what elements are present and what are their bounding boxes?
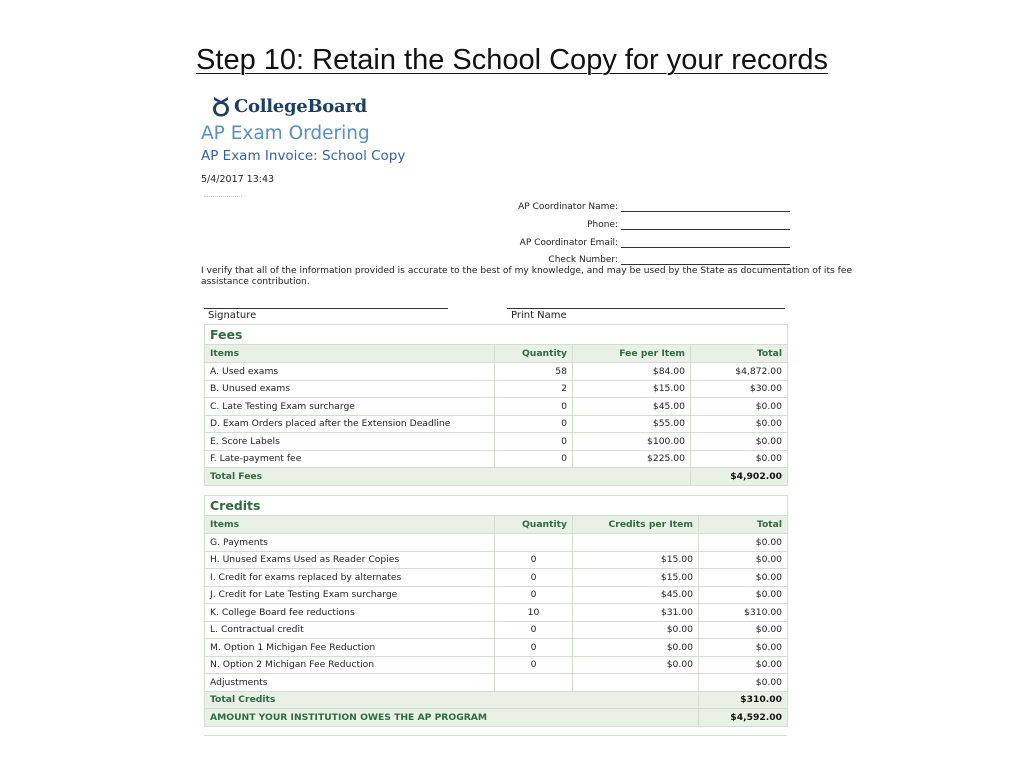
field-label: Check Number: [548,255,618,265]
quantity-cell: 2 [495,380,573,398]
item-cell: J. Credit for Late Testing Exam surcharge [205,586,495,604]
per-item-cell: $45.00 [573,398,691,416]
total-cell: $0.00 [699,621,788,639]
item-cell: B. Unused exams [205,380,495,398]
table-row [205,604,788,622]
table-row [205,551,788,569]
slide-title: Step 10: Retain the School Copy for your records [196,44,828,76]
app-title: AP Exam Ordering [201,123,370,144]
acorn-icon [210,94,232,118]
total-fees-value: $4,902.00 [691,468,788,486]
item-cell: L. Contractual credit [205,621,495,639]
col-header-items: Items [205,345,495,363]
item-cell: Adjustments [205,674,495,692]
collegeboard-logo [210,94,367,118]
col-header-quantity: Quantity [495,345,573,363]
table-row [205,586,788,604]
table-row [205,450,788,468]
per-item-cell: $100.00 [573,433,691,451]
quantity-cell: 0 [495,551,573,569]
per-item-cell: $15.00 [573,551,699,569]
quantity-cell: 58 [495,363,573,381]
quantity-cell [495,534,573,552]
total-cell: $4,872.00 [691,363,788,381]
total-cell: $0.00 [699,534,788,552]
total-cell: $0.00 [691,415,788,433]
per-item-cell: $45.00 [573,586,699,604]
total-cell: $310.00 [699,604,788,622]
logo-text: CollegeBoard [234,95,367,117]
item-cell: E. Score Labels [205,433,495,451]
total-fees-row [205,468,788,486]
table-row [205,398,788,416]
total-cell: $0.00 [699,586,788,604]
signature-line[interactable] [204,308,448,309]
total-cell: $0.00 [699,639,788,657]
per-item-cell: $15.00 [573,380,691,398]
signature-label: Signature [208,310,257,321]
phone-field[interactable] [587,219,790,230]
per-item-cell [573,534,699,552]
quantity-cell: 0 [495,569,573,587]
total-credits-label: Total Credits [205,691,699,709]
table-row [205,639,788,657]
quantity-cell: 0 [495,450,573,468]
total-credits-row [205,691,788,709]
quantity-cell [495,674,573,692]
credits-section-title: Credits [205,496,788,516]
coordinator-email-field[interactable] [520,237,790,248]
quantity-cell: 0 [495,621,573,639]
per-item-cell: $0.00 [573,656,699,674]
col-header-credits-per-item: Credits per Item [573,516,699,534]
per-item-cell: $0.00 [573,639,699,657]
per-item-cell: $225.00 [573,450,691,468]
col-header-total: Total [699,516,788,534]
table-row [205,621,788,639]
quantity-cell: 0 [495,433,573,451]
total-cell: $0.00 [699,569,788,587]
bottom-rule [204,735,787,736]
per-item-cell: $0.00 [573,621,699,639]
quantity-cell: 0 [495,639,573,657]
item-cell: C. Late Testing Exam surcharge [205,398,495,416]
fees-section-title: Fees [205,325,788,345]
col-header-total: Total [691,345,788,363]
item-cell: D. Exam Orders placed after the Extension Deadline [205,415,495,433]
per-item-cell: $55.00 [573,415,691,433]
table-row [205,380,788,398]
table-row [205,433,788,451]
per-item-cell: $84.00 [573,363,691,381]
table-row [205,363,788,381]
item-cell: G. Payments [205,534,495,552]
field-blank[interactable] [621,237,790,248]
fees-table [204,324,788,486]
per-item-cell: $15.00 [573,569,699,587]
item-cell: N. Option 2 Michigan Fee Reduction [205,656,495,674]
invoice-title: AP Exam Invoice: School Copy [201,148,406,164]
col-header-fee-per-item: Fee per Item [573,345,691,363]
col-header-quantity: Quantity [495,516,573,534]
invoice-datetime: 5/4/2017 13:43 [201,174,275,185]
total-cell: $0.00 [699,656,788,674]
table-row [205,415,788,433]
quantity-cell: 10 [495,604,573,622]
total-cell: $0.00 [699,551,788,569]
credits-header-row [205,516,788,534]
item-cell: F. Late-payment fee [205,450,495,468]
verification-statement: I verify that all of the information provided is accurate to the best of my knowledge, and may be used by the State as documentation of its fee assistance contribution. [201,266,853,287]
per-item-cell: $31.00 [573,604,699,622]
item-cell: A. Used exams [205,363,495,381]
quantity-cell: 0 [495,398,573,416]
table-row [205,656,788,674]
credits-table [204,495,788,727]
field-blank[interactable] [621,254,790,265]
total-credits-value: $310.00 [699,691,788,709]
field-blank[interactable] [621,201,790,212]
fees-header-row [205,345,788,363]
amount-owed-row [205,709,788,727]
field-label: AP Coordinator Name: [518,202,618,212]
per-item-cell [573,674,699,692]
quantity-cell: 0 [495,415,573,433]
total-cell: $0.00 [699,674,788,692]
total-fees-label: Total Fees [205,468,691,486]
field-label: AP Coordinator Email: [519,238,618,248]
table-row [205,534,788,552]
quantity-cell: 0 [495,656,573,674]
quantity-cell: 0 [495,586,573,604]
table-row [205,674,788,692]
table-row [205,569,788,587]
check-number-field[interactable] [548,254,790,265]
item-cell: H. Unused Exams Used as Reader Copies [205,551,495,569]
print-name-label: Print Name [511,310,567,321]
item-cell: I. Credit for exams replaced by alternates [205,569,495,587]
coordinator-name-field[interactable] [518,201,790,212]
col-header-items: Items [205,516,495,534]
item-cell: M. Option 1 Michigan Fee Reduction [205,639,495,657]
field-label: Phone: [587,220,618,230]
total-cell: $0.00 [691,450,788,468]
amount-owed-value: $4,592.00 [699,709,788,727]
amount-owed-label: AMOUNT YOUR INSTITUTION OWES THE AP PROGRAM [205,709,699,727]
item-cell: K. College Board fee reductions [205,604,495,622]
total-cell: $0.00 [691,433,788,451]
total-cell: $30.00 [691,380,788,398]
print-name-line[interactable] [507,308,785,309]
field-blank[interactable] [621,219,790,230]
total-cell: $0.00 [691,398,788,416]
faint-divider [204,196,242,197]
